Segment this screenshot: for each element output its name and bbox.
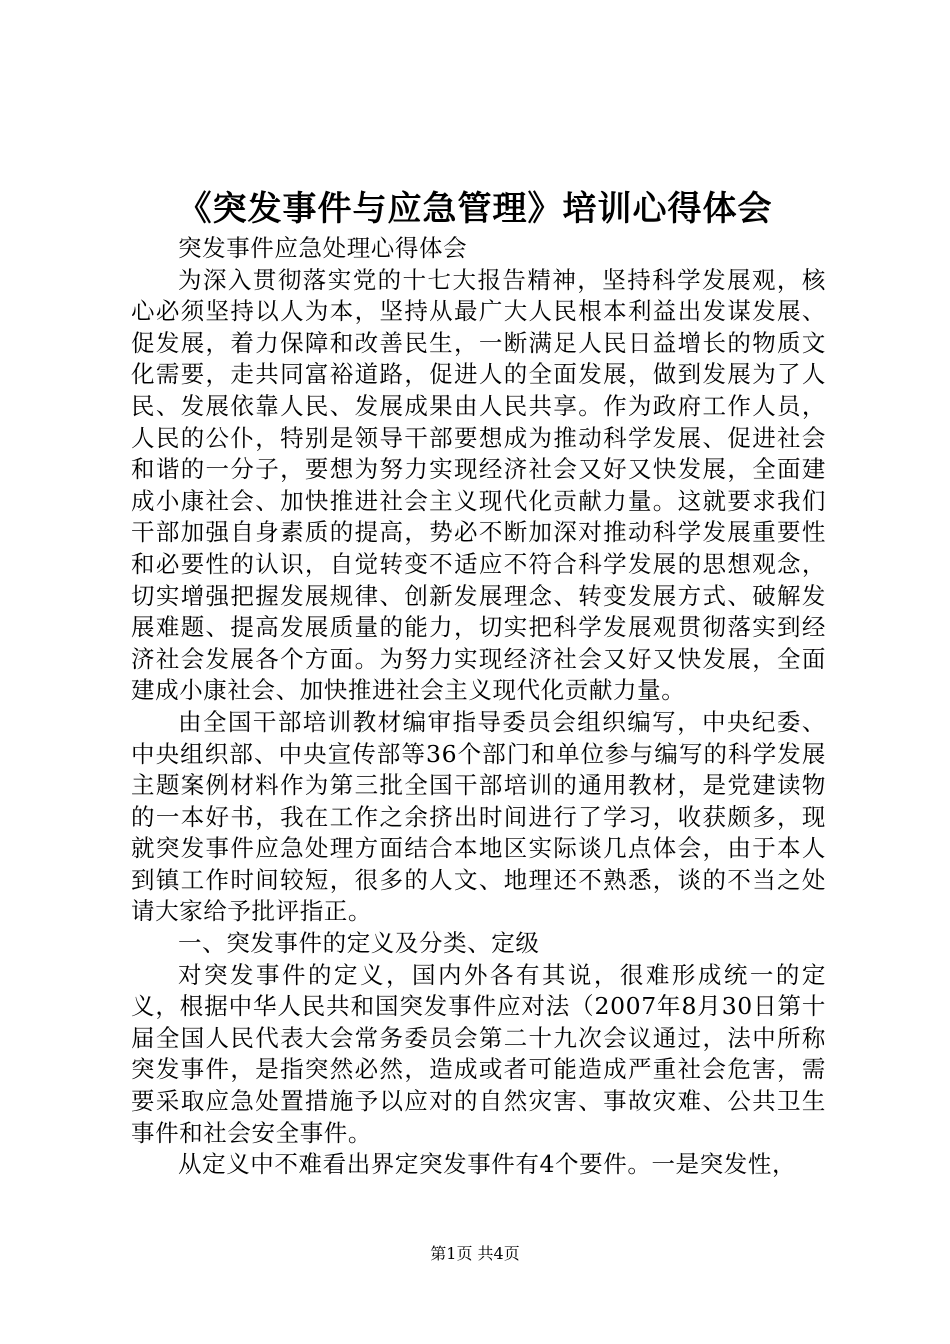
document-body xyxy=(131,233,826,1181)
page-footer: 第1页 共4页 xyxy=(430,1244,520,1263)
paragraph: 由全国干部培训教材编审指导委员会组织编写，中央纪委、中央组织部、中央宣传部等36个部门和单位参与编写的科学发展主题案例材料作为第三批全国干部培训的通用教材，是党建读物的一本好书，我在工作之余挤出时间进行了学习，收获颇多，现就突发事件应急处理方面结合本地区实际谈几点体会，由于本人到镇工作时间较短，很多的人文、地理还不熟悉，谈的不当之处请大家给予批评指正。 xyxy=(131,707,826,926)
paragraph: 为深入贯彻落实党的十七大报告精神，坚持科学发展观，核心必须坚持以人为本，坚持从最广大人民根本利益出发谋发展、促发展，着力保障和改善民生，一断满足人民日益增长的物质文化需要，走共同富裕道路，促进人的全面发展，做到发展为了人民、发展依靠人民、发展成果由人民共享。作为政府工作人员，人民的公仆，特别是领导干部要想成为推动科学发展、促进社会和谐的一分子，要想为努力实现经济社会又好又快发展，全面建成小康社会、加快推进社会主义现代化贡献力量。这就要求我们干部加强自身素质的提高，势必不断加深对推动科学发展重要性和必要性的认识，自觉转变不适应不符合科学发展的思想观念，切实增强把握发展规律、创新发展理念、转变发展方式、破解发展难题、提高发展质量的能力，切实把科学发展观贯彻落实到经济社会发展各个方面。为努力实现经济社会又好又快发展，全面建成小康社会、加快推进社会主义现代化贡献力量。 xyxy=(131,265,826,705)
section-heading: 一、突发事件的定义及分类、定级 xyxy=(178,929,540,958)
paragraph-subtitle: 突发事件应急处理心得体会 xyxy=(178,234,468,262)
paragraph: 对突发事件的定义，国内外各有其说，很难形成统一的定义，根据中华人民共和国突发事件应对法（2007年8月30日第十届全国人民代表大会常务委员会第二十九次会议通过，法中所称突发事件，是指突然必然，造成或者可能造成严重社会危害，需要采取应急处置措施予以应对的自然灾害、事故灾难、公共卫生事件和社会安全事件。 xyxy=(131,960,826,1147)
document-title: 《突发事件与应急管理》培训心得体会 xyxy=(177,189,773,229)
paragraph: 从定义中不难看出界定突发事件有4个要件。一是突发性， xyxy=(178,1150,797,1179)
